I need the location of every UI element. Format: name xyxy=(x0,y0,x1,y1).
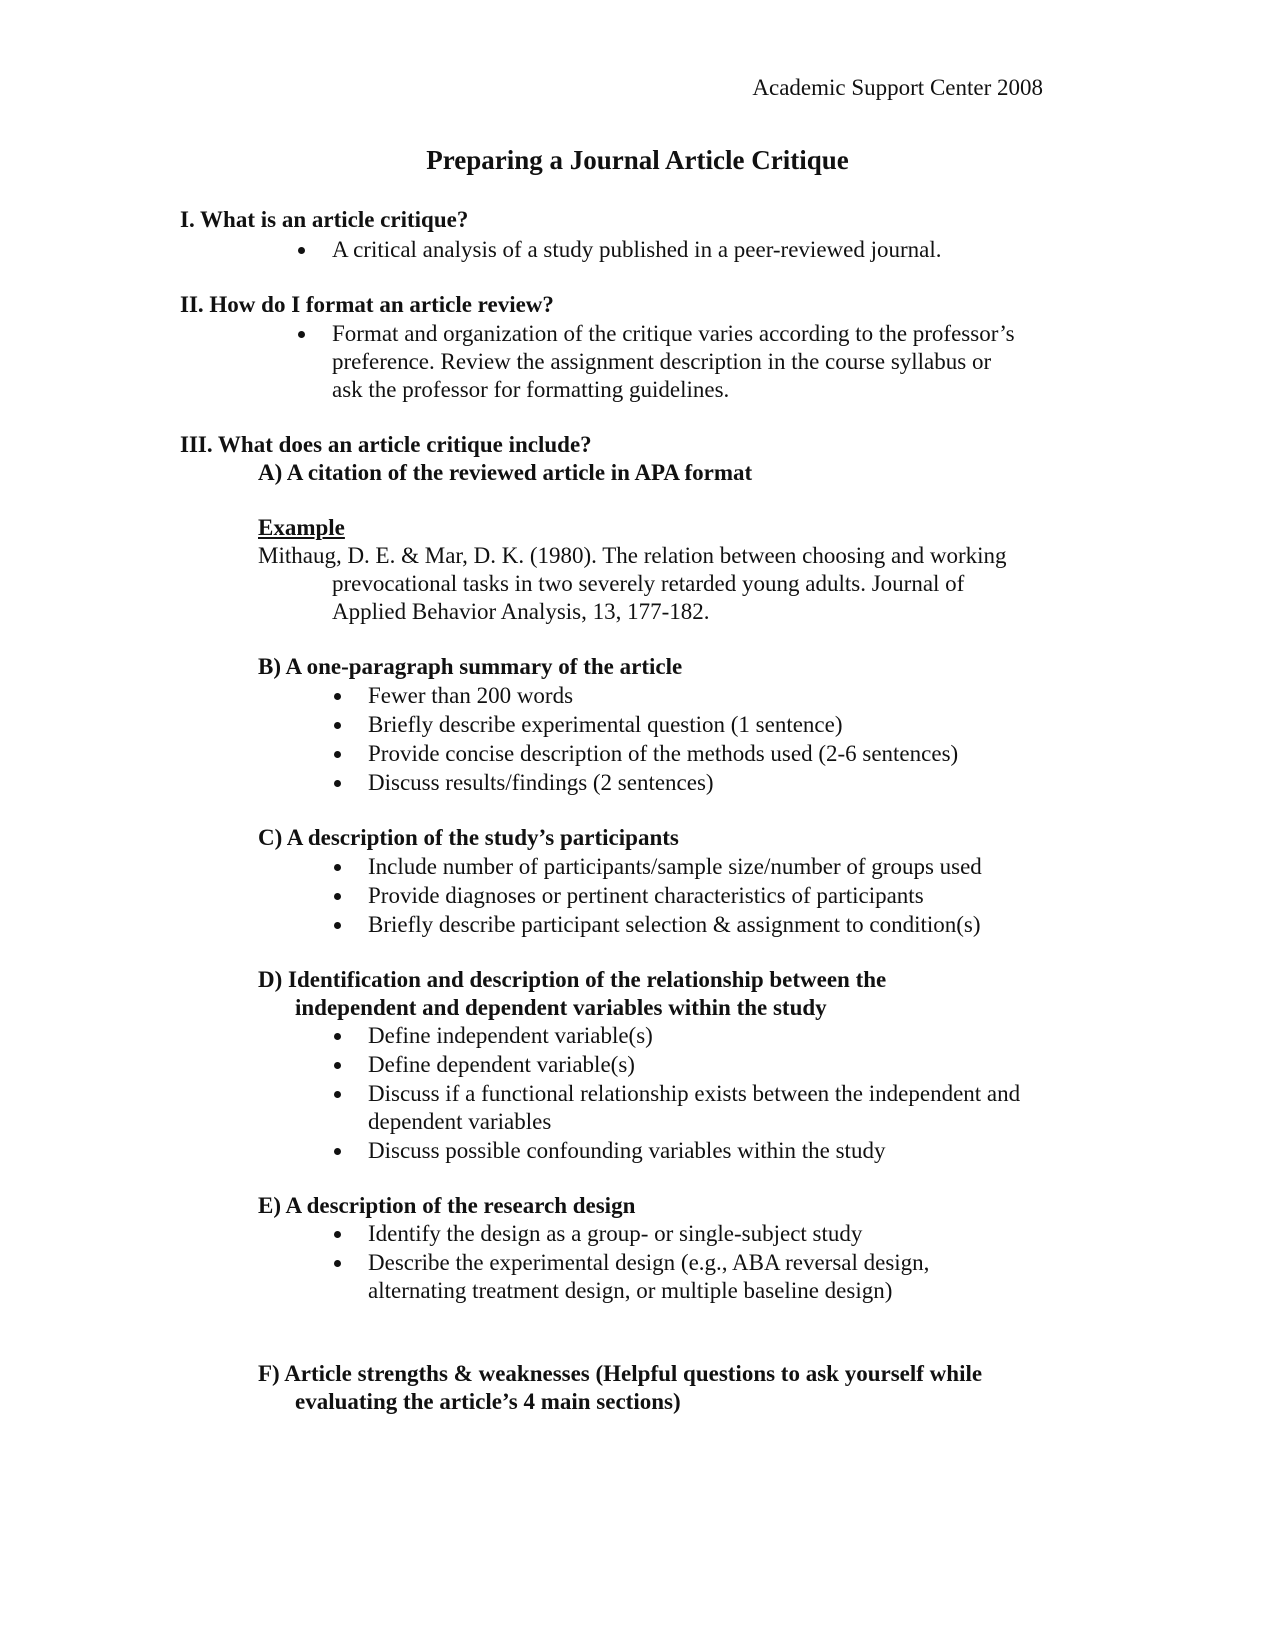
list-item: Briefly describe experimental question (1 sentence) xyxy=(368,712,843,737)
citation-line-1: Mithaug, D. E. & Mar, D. K. (1980). The relation between choosing and working xyxy=(258,543,1007,568)
subsection-a-heading: A) A citation of the reviewed article in APA format xyxy=(258,460,753,485)
page-title: Preparing a Journal Article Critique xyxy=(426,145,849,175)
list-item-continuation: alternating treatment design, or multiple baseline design) xyxy=(368,1278,893,1303)
list-item-continuation: dependent variables xyxy=(368,1109,552,1134)
list-item: Fewer than 200 words xyxy=(368,683,574,708)
subsection-e-heading: E) A description of the research design xyxy=(258,1193,636,1218)
citation-line-3: Applied Behavior Analysis, 13, 177-182. xyxy=(332,599,710,624)
subsection-c-heading: C) A description of the study’s participants xyxy=(258,825,679,850)
list-item: Discuss if a functional relationship exists between the independent and xyxy=(368,1081,1021,1106)
section-2-bullet-line-3: ask the professor for formatting guidelines. xyxy=(332,377,730,402)
list-item: Define independent variable(s) xyxy=(368,1023,653,1048)
subsection-d-heading-line-1: D) Identification and description of the relationship between the xyxy=(258,967,887,992)
section-2-bullet-line-2: preference. Review the assignment description in the course syllabus or xyxy=(332,349,992,374)
section-1-bullet: A critical analysis of a study published in a peer-reviewed journal. xyxy=(332,237,942,262)
list-item: Describe the experimental design (e.g., ABA reversal design, xyxy=(368,1250,930,1275)
example-label: Example xyxy=(258,515,345,540)
list-item: Briefly describe participant selection & assignment to condition(s) xyxy=(368,912,981,937)
header-institution: Academic Support Center 2008 xyxy=(752,75,1043,100)
section-1-heading: I. What is an article critique? xyxy=(180,207,469,232)
list-item: Discuss results/findings (2 sentences) xyxy=(368,770,714,795)
list-item: Define dependent variable(s) xyxy=(368,1052,635,1077)
subsection-f-heading-line-1: F) Article strengths & weaknesses (Helpful questions to ask yourself while xyxy=(258,1361,983,1386)
section-3-heading: III. What does an article critique include? xyxy=(180,432,592,457)
list-item: Provide diagnoses or pertinent characteristics of participants xyxy=(368,883,924,908)
subsection-f-heading-line-2: evaluating the article’s 4 main sections) xyxy=(295,1389,681,1414)
subsection-b-heading: B) A one-paragraph summary of the article xyxy=(258,654,683,679)
list-item: Discuss possible confounding variables within the study xyxy=(368,1138,886,1163)
list-item: Identify the design as a group- or single-subject study xyxy=(368,1221,863,1246)
list-item: Provide concise description of the methods used (2-6 sentences) xyxy=(368,741,959,766)
section-2-bullet-line-1: Format and organization of the critique varies according to the professor’s xyxy=(332,321,1015,346)
citation-line-2: prevocational tasks in two severely retarded young adults. Journal of xyxy=(332,571,965,596)
subsection-d-heading-line-2: independent and dependent variables within the study xyxy=(295,995,827,1020)
list-item: Include number of participants/sample size/number of groups used xyxy=(368,854,982,879)
section-2-heading: II. How do I format an article review? xyxy=(180,292,554,317)
